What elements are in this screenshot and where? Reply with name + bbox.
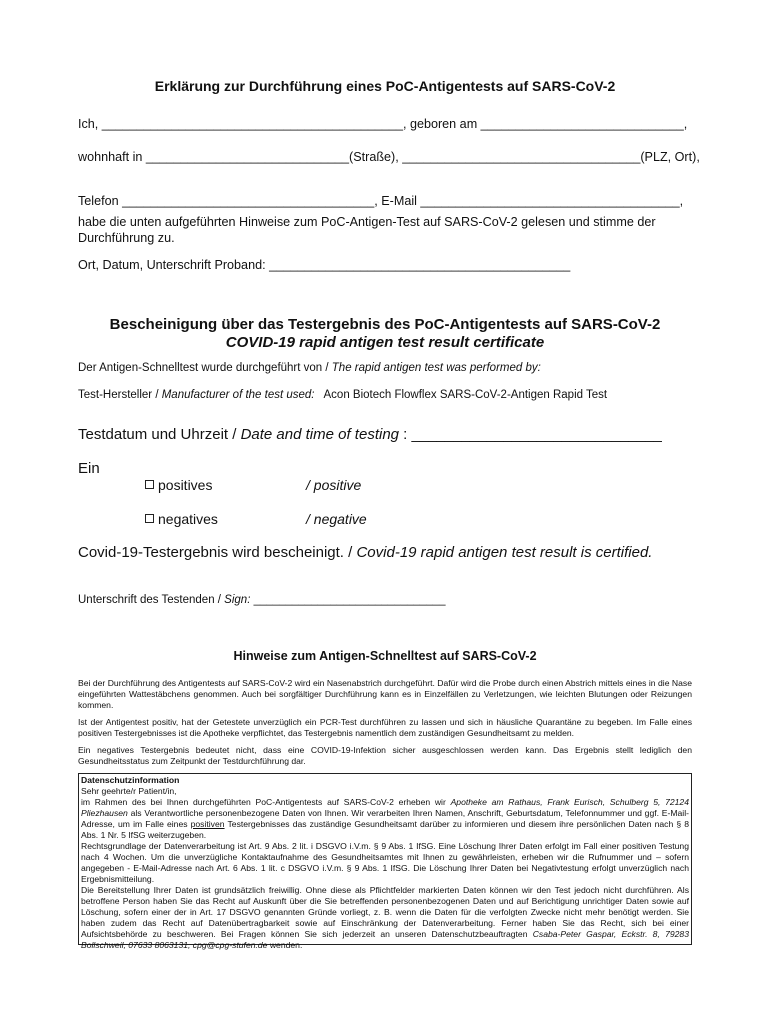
notes-paragraph-2: Ist der Antigentest positiv, hat der Getestete unverzüglich ein PCR-Test durchführen zu lassen und sich in häusliche Quarantäne zu begeben. Im Falle eines positiven Testergebnisses ist die Apotheke verpflichtet, das Testergebnis namentlich dem zuständigen Gesundheitsamt zu melden.: [78, 717, 692, 738]
phone-email-line[interactable]: Telefon ____________________________________, E-Mail _____________________________________,: [78, 194, 684, 208]
privacy-p1-a: im Rahmen des bei Ihnen durchgeführten PoC-Antigentests auf SARS-CoV-2 erheben wir: [81, 797, 451, 807]
privacy-paragraph-2: Rechtsgrundlage der Datenverarbeitung ist Art. 9 Abs. 2 lit. i DSGVO i.V.m. § 9 Abs. 1 IfSG. Eine Löschung Ihrer Daten erfolgt im Fall einer positiven Testung nach 4 Wochen. Um die unverzügliche Kontaktaufnahme des Gesundheitsamtes mit Ihnen zu gewährleisten, erheben wir die Rufnummer und – sofern angegeben - E-Mail-Adresse nach Art. 6 Abs. 1 lit. c DSGVO i.V.m. § 9 Abs. 1 IfSG. Die Löschung Ihrer Daten bei Negativtestung erfolgt unverzüglich nach Ergebnismitteilung.: [81, 841, 689, 884]
ein-label: Ein: [78, 460, 100, 477]
proband-signature-line[interactable]: Ort, Datum, Unterschrift Proband: ___________________________________________: [78, 258, 571, 272]
address-line[interactable]: wohnhaft in _____________________________(Straße), __________________________________(PLZ, Ort),: [78, 150, 700, 164]
privacy-paragraph-3: [81, 885, 689, 951]
notes-paragraph-3: Ein negatives Testergebnis bedeutet nicht, dass eine COVID-19-Infektion sicher ausgeschlossen werden kann. Das Ergebnis stellt lediglich den Gesundheitsstatus zum Zeitpunkt der Testdurchführung dar.: [78, 745, 692, 766]
result-certified-line: [78, 544, 652, 561]
performed-by-de: Der Antigen-Schnelltest wurde durchgeführt von /: [78, 362, 332, 374]
positive-label-en: / positive: [306, 477, 362, 493]
negative-label-en: / negative: [306, 511, 367, 527]
name-birthdate-line[interactable]: Ich, ___________________________________________, geboren am _____________________________,: [78, 117, 688, 131]
privacy-p1-c: Testergebnisses das zuständige Gesundheitsamt darüber zu informieren und diesem ihre persönlichen Daten nach § 8 Abs. 1 Nr. 5 IfSG weiterzugeben.: [81, 819, 689, 840]
test-datetime-line[interactable]: [78, 426, 662, 443]
tester-signature-line[interactable]: [78, 594, 445, 606]
test-datetime-de: Testdatum und Uhrzeit /: [78, 426, 241, 443]
privacy-positive-word: positiven: [190, 819, 225, 829]
consent-text-line1: habe die unten aufgeführten Hinweise zum PoC-Antigen-Test auf SARS-CoV-2 gelesen und stimme der: [78, 215, 656, 229]
test-datetime-blank[interactable]: : ______________________________: [399, 426, 662, 443]
tester-signature-en: Sign:: [224, 594, 251, 606]
negative-checkbox[interactable]: [145, 514, 154, 523]
manufacturer-en: Manufacturer of the test used:: [161, 389, 315, 401]
result-certified-en: Covid-19 rapid antigen test result is certified.: [356, 544, 653, 561]
privacy-heading: Datenschutzinformation: [81, 775, 180, 785]
privacy-greeting: Sehr geehrte/r Patient/in,: [81, 786, 177, 796]
manufacturer-de: Test-Hersteller /: [78, 389, 162, 401]
privacy-paragraph-1: [81, 797, 689, 841]
manufacturer-line: [78, 389, 607, 401]
privacy-info-box: [78, 773, 692, 950]
tester-signature-blank[interactable]: ______________________________: [250, 594, 446, 606]
tester-signature-de: Unterschrift des Testenden /: [78, 594, 225, 606]
pharmacy-name: Apotheke am Rathaus, Frank Eurisch, Schulberg 5, 72124 Pliezhausen: [81, 797, 689, 818]
certificate-title-en: COVID-19 rapid antigen test result certificate: [225, 334, 545, 351]
privacy-p3-a: Die Bereitstellung Ihrer Daten ist grundsätzlich freiwillig. Ohne diese als Pflichtfelder markierten Daten können wir den Test jedoch nicht durchführen. Als betroffene Person haben Sie das Recht auf Auskunft über die Sie betreffenden personenbezogenen Daten und auf Berichtigung unrichtiger Daten sowie auf Löschung, sofern einer der in Art. 17 DSGVO genannten Gründe vorliegt, z. B. wenn die Daten für die verfolgten Zwecke nicht mehr benötigt werden. Sie haben zudem das Recht auf Datenübertragbarkeit sowie auf Einschränkung der Datenverarbeitung. Ferner haben Sie das Recht, sich bei einer Aufsichtsbehörde zu beschweren. Bei Fragen können Sie sich jederzeit an unseren Datenschutzbeauftragten: [81, 885, 689, 939]
privacy-p1-b: als Verantwortliche personenbezogene Daten von Ihnen. Wir verarbeiten Ihren Namen, Anschrift, Geburtsdatum, Telefonnummer und ggf. E-Mail-Adresse, um im Falle eines: [81, 808, 689, 829]
negative-option[interactable]: [145, 511, 218, 527]
manufacturer-value: Acon Biotech Flowflex SARS-CoV-2-Antigen Rapid Test: [323, 389, 608, 401]
certificate-title-de: Bescheinigung über das Testergebnis des PoC-Antigentests auf SARS-CoV-2: [109, 316, 661, 333]
result-certified-de: Covid-19-Testergebnis wird bescheinigt. /: [78, 544, 357, 561]
performed-by-en: The rapid antigen test was performed by:: [331, 362, 541, 374]
positive-label-de: positives: [158, 477, 213, 493]
privacy-p3-b: wenden.: [267, 940, 303, 950]
consent-text-line2: Durchführung zu.: [78, 231, 175, 245]
performed-by-line: [78, 362, 541, 374]
data-protection-officer: Csaba-Peter Gaspar, Eckstr. 8, 79283 Bollschweil, 07633 8063131, cpg@cpg-stufen.de: [81, 929, 689, 950]
declaration-title: Erklärung zur Durchführung eines PoC-Antigentests auf SARS-CoV-2: [154, 78, 616, 94]
test-datetime-en: Date and time of testing: [240, 426, 400, 443]
notes-title: Hinweise zum Antigen-Schnelltest auf SARS-CoV-2: [233, 649, 537, 663]
positive-option[interactable]: [145, 477, 212, 493]
positive-checkbox[interactable]: [145, 480, 154, 489]
notes-paragraph-1: Bei der Durchführung des Antigentests auf SARS-CoV-2 wird ein Nasenabstrich durchgeführt. Dafür wird die Probe durch einen Abstrich mittels eines in die Nase eingeführten Wattestäbchens genommen. Auch bei sorgfältiger Durchführung kann es in Einzelfällen zu Verletzungen, wie leichten Blutungen oder Reizungen kommen.: [78, 678, 692, 710]
negative-label-de: negatives: [158, 511, 218, 527]
